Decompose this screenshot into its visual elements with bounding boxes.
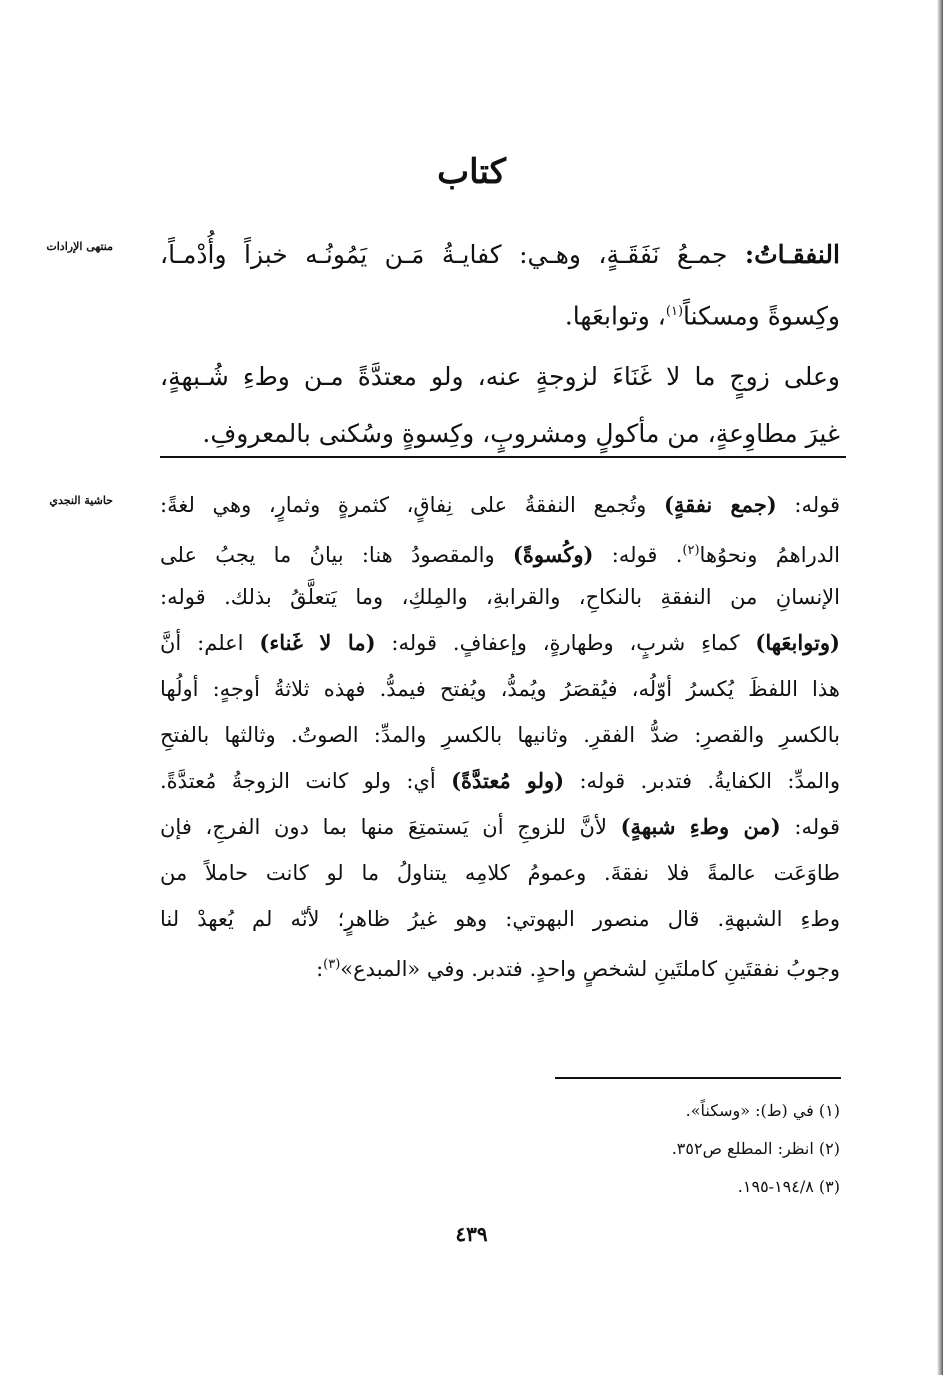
commentary-text-span: والمدِّ: الكفايةُ. فتدبر. قوله: [564, 769, 840, 793]
commentary-text-span: أي: ولو كانت الزوجةُ مُعتدَّةً. [160, 769, 452, 793]
commentary-text-span: هذا اللفظَ يُكسرُ أوّلُه، فيُقصَرُ ويُمدُّ، ويُفتح فيمدُّ. فهذه ثلاثةُ أوجهٍ: أولُها [160, 677, 840, 701]
footnote-divider [555, 1077, 841, 1079]
matn-line-text: جمـعُ نَفَقَـةٍ، وهـي: كفايـةُ مَـن يَمُونُـه خبزاً وأُدْمـاً، [160, 240, 745, 269]
commentary-line [160, 942, 840, 988]
page-edge-shadow [937, 0, 943, 1375]
matn-line [160, 405, 840, 462]
commentary-text [160, 482, 840, 988]
footnote-item: (٣) ١٩٤/٨-١٩٥. [737, 1177, 840, 1196]
commentary-lemma: (من وطءِ شبهةٍ) [620, 814, 781, 839]
commentary-text-span: : [316, 957, 324, 981]
commentary-lemma: (وتوابعَها) [755, 630, 840, 655]
matn-line-text: غيرَ مطاوِعةٍ، من مأكولٍ ومشروبٍ، وكِسوةٍ وسُكنى بالمعروفِ. [202, 419, 840, 448]
footnote-item: (١) في (ط): «وسكناً». [685, 1101, 840, 1120]
commentary-text-span: وطءِ الشبهةِ. قال منصور البهوتي: وهو غيرُ ظاهرٍ؛ لأنّه لم يُعهدْ لنا [160, 907, 840, 931]
commentary-lemma: (جمع نفقةٍ) [663, 492, 777, 517]
commentary-text-span: قوله: [776, 493, 840, 517]
matn-line-tail: ، وتوابعَها. [564, 301, 666, 331]
commentary-text-span: الإنسانِ من النفقةِ بالنكاحِ، والقرابةِ، والمِلكِ، وما يَتعلَّقُ بذلك. قوله: [160, 585, 840, 609]
commentary-text-span: الدراهمُ ونحوُها [699, 543, 840, 567]
commentary-line [160, 482, 840, 528]
side-label-muntaha: منتهى الإرادات [46, 240, 113, 253]
commentary-text-span: لأنَّ للزوجِ أن يَستمتِعَ منها بما دون الفرجِ، فإن [160, 815, 621, 839]
commentary-text-span: والمقصودُ هنا: بيانُ ما يجبُ على [160, 543, 513, 567]
commentary-text-span: طاوَعَت عالمةً فلا نفقةَ. وعمومُ كلامِه يتناولُ ما لو كانت حاملاً من [160, 861, 840, 885]
commentary-line [160, 804, 840, 850]
commentary-line [160, 758, 840, 804]
commentary-text-span: . قوله: [593, 543, 683, 567]
commentary-line [160, 574, 840, 620]
commentary-text-span: قوله: [780, 815, 840, 839]
commentary-line [160, 666, 840, 712]
commentary-line [160, 850, 840, 896]
commentary-text-span: وجوبُ نفقتَينِ كاملتَينِ لشخصٍ واحدٍ. فتدبر. وفي «المبدع» [340, 957, 840, 981]
footnote-ref[interactable]: (١) [665, 304, 684, 319]
footnotes [500, 1092, 840, 1206]
footnote-ref[interactable]: (٣) [323, 957, 341, 972]
commentary-text-span: اعلم: أنَّ [160, 631, 260, 655]
commentary-text-span: وتُجمع النفقةُ على نِفاقٍ، كثمرةٍ وثمارٍ، وهي لغةً: [160, 493, 664, 517]
commentary-line [160, 896, 840, 942]
matn-text [160, 226, 840, 462]
section-divider [160, 456, 846, 458]
matn-line [160, 348, 840, 405]
commentary-text-span: كماءِ شربٍ، وطهارةٍ، وإعفافٍ. قوله: [375, 631, 756, 655]
matn-line-text: وعلى زوجٍ ما لا غَنَاءَ لزوجةٍ عنه، ولو معتدَّةً مـن وطءِ شُـبهةٍ، [160, 362, 840, 391]
commentary-text-span: بالكسرِ والقصرِ: ضدُّ الفقرِ. وثانيها بالكسرِ والمدِّ: الصوتُ. وثالثها بالفتحِ [160, 723, 840, 747]
commentary-line [160, 620, 840, 666]
footnote-ref[interactable]: (٢) [682, 543, 700, 558]
footnote-item: (٢) انظر: المطلع ص٣٥٢. [671, 1139, 840, 1158]
side-label-hashiya: حاشية النجدي [49, 494, 113, 507]
matn-heading-word: النفقـاتُ: [744, 240, 840, 269]
matn-line [160, 283, 840, 340]
commentary-line [160, 528, 840, 574]
page-number: ٤٣٩ [455, 1222, 488, 1246]
commentary-lemma: (ما لا غَناء) [259, 630, 376, 655]
matn-line [160, 226, 840, 283]
commentary-line [160, 712, 840, 758]
commentary-lemma: (وكُسوةً) [512, 542, 594, 567]
commentary-lemma: (ولو مُعتدَّةً) [451, 768, 565, 793]
chapter-title: كتاب [437, 152, 506, 192]
matn-line-text: وكِسوةً ومسكناً [683, 301, 840, 331]
